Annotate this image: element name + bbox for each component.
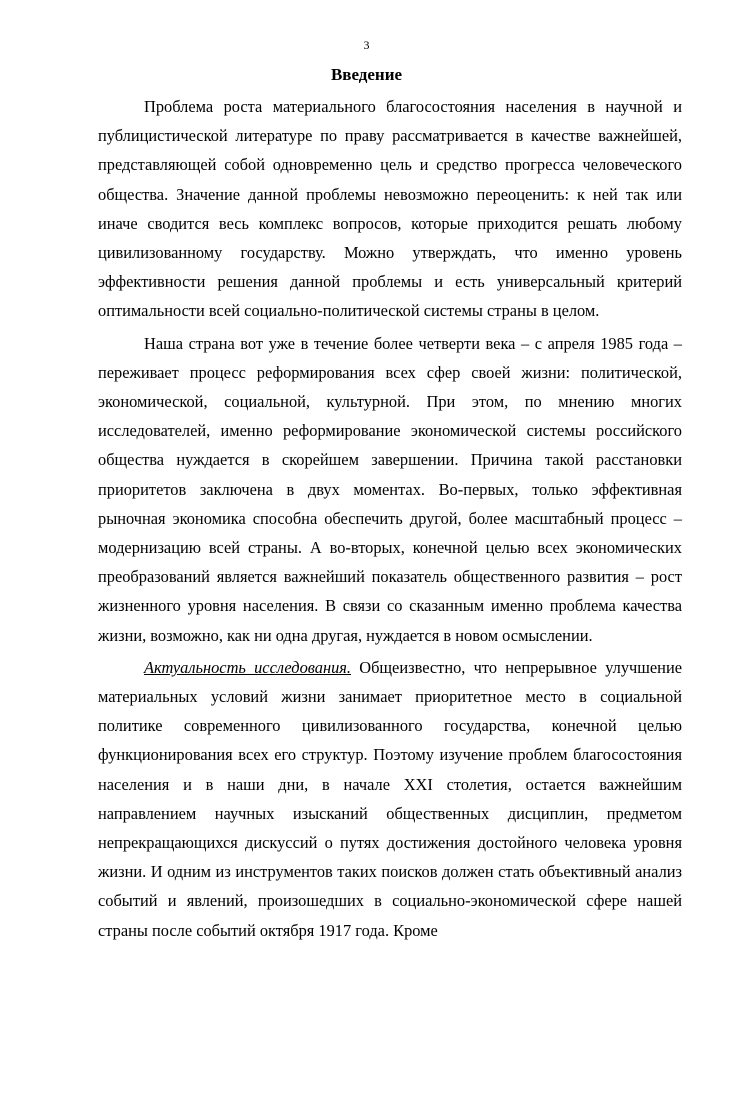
page-number: 3 — [363, 38, 370, 52]
relevance-heading: Актуальность исследования. — [144, 657, 352, 677]
paragraph-intro — [98, 92, 682, 326]
paragraph-relevance — [98, 653, 682, 945]
paragraph-reform — [98, 329, 682, 650]
body-text — [98, 92, 682, 945]
page-title: Введение — [330, 65, 403, 84]
paragraph-text: Общеизвестно, что непрерывное улучшение материальных условий жизни занимает приоритетное место в социальной политике современного цивилизованного государства, конечной целью функционирования всех его структур. Поэтому изучение проблем благосостояния населения и в наши дни, в начале XXI столетия, остается важнейшим направлением научных изысканий общественных дисциплин, предметом непрекращающихся дискуссий о путях достижения достойного человека уровня жизни. И одним из инструментов таких поисков должен стать объективный анализ событий и явлений, произошедших в социально-экономической сфере нашей страны после событий октября 1917 года. Кроме — [98, 657, 682, 940]
paragraph-text: Наша страна вот уже в течение более четверти века – с апреля 1985 года – переживает процесс реформирования всех сфер своей жизни: политической, экономической, социальной, культурной. При этом, по мнению многих исследователей, именно реформирование экономической системы российского общества нуждается в скорейшем завершении. Причина такой расстановки приоритетов заключена в двух моментах. Во-первых, только эффективная рыночная экономика способна обеспечить другой, более масштабный процесс – модернизацию всей страны. А во-вторых, конечной целью всех экономических преобразований является важнейший показатель общественного развития – рост жизненного уровня населения. В связи со сказанным именно проблема качества жизни, возможно, как ни одна другая, нуждается в новом осмыслении. — [98, 333, 682, 645]
paragraph-text: Проблема роста материального благосостояния населения в научной и публицистической литературе по праву рассматривается в качестве важнейшей, представляющей собой одновременно цель и средство прогресса человеческого общества. Значение данной проблемы невозможно переоценить: к ней так или иначе сводится весь комплекс вопросов, которые приходится решать любому цивилизованному государству. Можно утверждать, что именно уровень эффективности решения данной проблемы и есть универсальный критерий оптимальности всей социально-политической системы страны в целом. — [98, 97, 682, 321]
